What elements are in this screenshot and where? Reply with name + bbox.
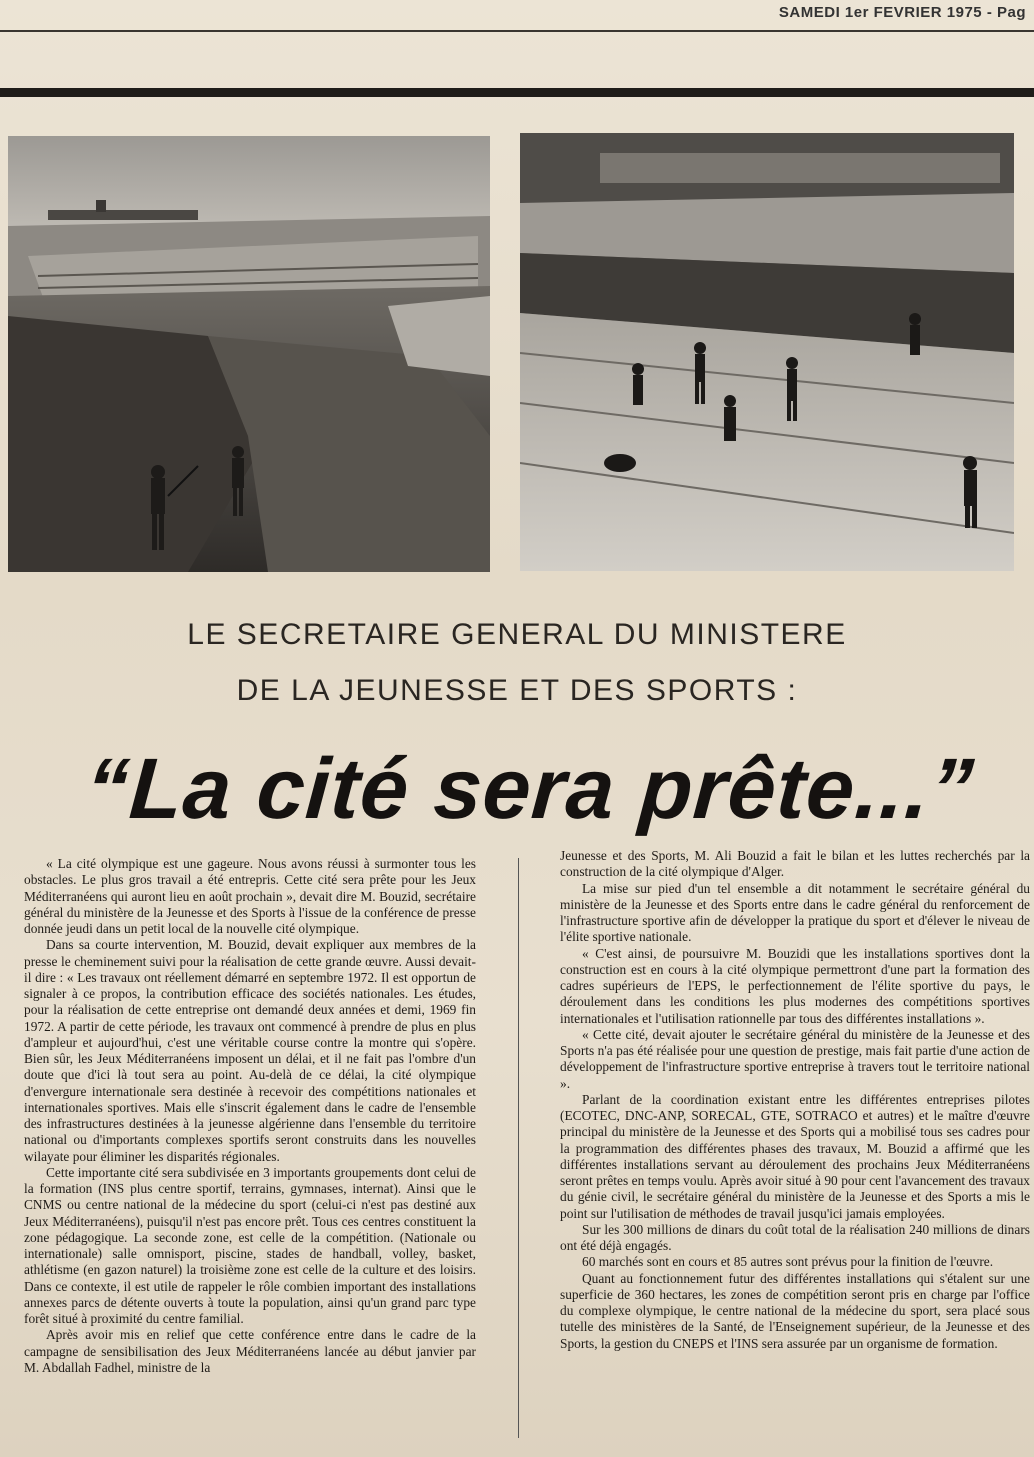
article-column-left — [24, 856, 476, 1376]
dateline: SAMEDI 1er FEVRIER 1975 - Pag — [778, 4, 1026, 21]
photo-workers-site — [520, 133, 1014, 571]
section-rule — [0, 88, 1034, 97]
photo-stadium-construction — [8, 136, 490, 572]
paragraph: Cette importante cité sera subdivisée en 3 importants groupements dont celui de la formation (INS plus centre sportif, terrains, gymnases, internat). Ainsi que le CNMS ou centre national de la médecine du sport (celui-ci n'est pas destiné aux Jeux Méditerranéens), puisqu'il n'est pas encore prêt. Tous ces centres constituent la zone pédagogique. La seconde zone, est celle de la compétition. (Nationale ou internationale) salle omnisport, piscine, stades de handball, volley, basket, athlétisme (en gazon naturel) la troisième zone est celle de la culture et des loisirs. Dans ce contexte, il est utile de rappeler le rôle combien important des installations annexes parcs de détente ouverts à toute la population, ainsi qu'un grand parc type forêt situé à proximité du centre familial. — [24, 1164, 476, 1326]
paragraph: 60 marchés sont en cours et 85 autres sont prévus pour la finition de l'œuvre. — [582, 1254, 994, 1270]
paragraph: Après avoir mis en relief que cette conférence entre dans le cadre de la campagne de sensibilisation des Jeux Méditerranéens lancée au début janvier par M. Abdallah Fadhel, ministre de la — [24, 1327, 476, 1375]
column-divider — [518, 858, 519, 1438]
paragraph: La mise sur pied d'un tel ensemble a dit notamment le secrétaire général du ministère de la Jeunesse et des Sports entre dans le cadre général du renforcement de l'infrastructure sportive afin de développer la pratique du sport et d'élever le niveau de l'élite sportive nationale. — [560, 880, 1030, 945]
article-column-right — [560, 848, 1030, 1352]
header-rule — [0, 30, 1034, 32]
paragraph: « La cité olympique est une gageure. Nous avons réussi à surmonter tous les obstacles. Le plus gros travail a été entrepris. Cette cité sera prête pour les Jeux Méditerranéens qui auront lieu en août prochain », devait dire M. Bouzid, secrétaire général du ministère de la Jeunesse et des Sports à l'issue de la conférence de presse donnée jeudi dans un petit local de la nouvelle cité olympique. — [24, 856, 476, 936]
kicker-line-2: DE LA JEUNESSE ET DES SPORTS : — [236, 674, 798, 707]
paragraph: « C'est ainsi, de poursuivre M. Bouzidi que les installations sportives dont la construction est en cours à la cité olympique permettront d'une part la formation des cadres supérieurs de l'EPS, le perfectionnement de l'élite sportive du pays, le déroulement dans les conditions les plus modernes des compétitions sportives internationales et l'utilisation rationnelle par tous des différentes installations ». — [560, 945, 1030, 1026]
paragraph: Jeunesse et des Sports, M. Ali Bouzid a fait le bilan et les luttes recherchés par la construction de la cité olympique d'Alger. — [560, 848, 1030, 880]
paragraph: Parlant de la coordination existant entre les différentes entreprises pilotes (ECOTEC, DNC-ANP, SORECAL, GTE, SOTRACO et autres) et le maître d'œuvre principal du ministère de la Jeunesse et des Sports qui a mobilisé tous ses cadres pour la programmation des différentes phases des travaux, M. Bouzid a affirmé que les différentes installations servant au déroulement des prochains Jeux Méditerranéens seront prêtes en temps voulu. Après avoir situé à 90 pour cent l'avancement des travaux du génie civil, le secrétaire général du ministère de la Jeunesse et des Sports a mis le point sur l'utilisation de méthodes de travail jusqu'ici jamais employées. — [560, 1091, 1030, 1221]
paragraph: « Cette cité, devait ajouter le secrétaire général du ministère de la Jeunesse et des Sports n'a pas été réalisée pour une question de prestige, mais fait partie d'une action de développement de l'infrastructure sportive entreprise à travers tout le territoire national ». — [560, 1026, 1030, 1091]
paragraph: Quant au fonctionnement futur des différentes installations qui s'étalent sur une superficie de 360 hectares, les zones de compétition seront pris en charge par l'office du complexe olympique, le centre national de la médecine du sport, sera placé sous tutelle des ministères de la Santé, de l'Enseignement supérieur, de la Jeunesse et des Sports, la gestion du CNEPS et l'INS sera assurée par un organisme de formation. — [560, 1270, 1030, 1351]
headline: “La cité sera prête...” — [82, 741, 978, 837]
kicker-line-1: LE SECRETAIRE GENERAL DU MINISTERE — [187, 618, 847, 651]
paragraph: Dans sa courte intervention, M. Bouzid, devait expliquer aux membres de la presse le cheminement suivi pour la réalisation de cette grande œuvre. Aussi devait-il dire : « Les travaux ont réellement démarré en septembre 1972. Il est opportun de signaler à ce propos, la contribution efficace des sociétés nationales. Les études, pour la réalisation de cette entreprise ont demandé deux années et demi, 1969 fin 1972. A partir de cette période, les travaux ont commencé à prendre de plus en plus d'ampleur et aujourd'hui, c'est une véritable course contre la montre qui s'opère. Bien sûr, les Jeux Méditerranéens imposent un délai, et il ne fait pas l'ombre d'un doute que d'ici là tout sera au point. Au-delà de ce délai, la cité olympique d'envergure internationale sera destinée à recevoir des compétitions nationales et internationales sportives. Mais elle s'inscrit également dans le cadre de l'ensemble des infrastructures destinées à la jeunesse algérienne dans l'ensemble du territoire national ou d'importants complexes sportifs seront construits dans les nouvelles wilayate pour éliminer les disparités régionales. — [24, 937, 476, 1164]
paragraph: Sur les 300 millions de dinars du coût total de la réalisation 240 millions de dinars ont été déjà engagés. — [560, 1221, 1030, 1253]
